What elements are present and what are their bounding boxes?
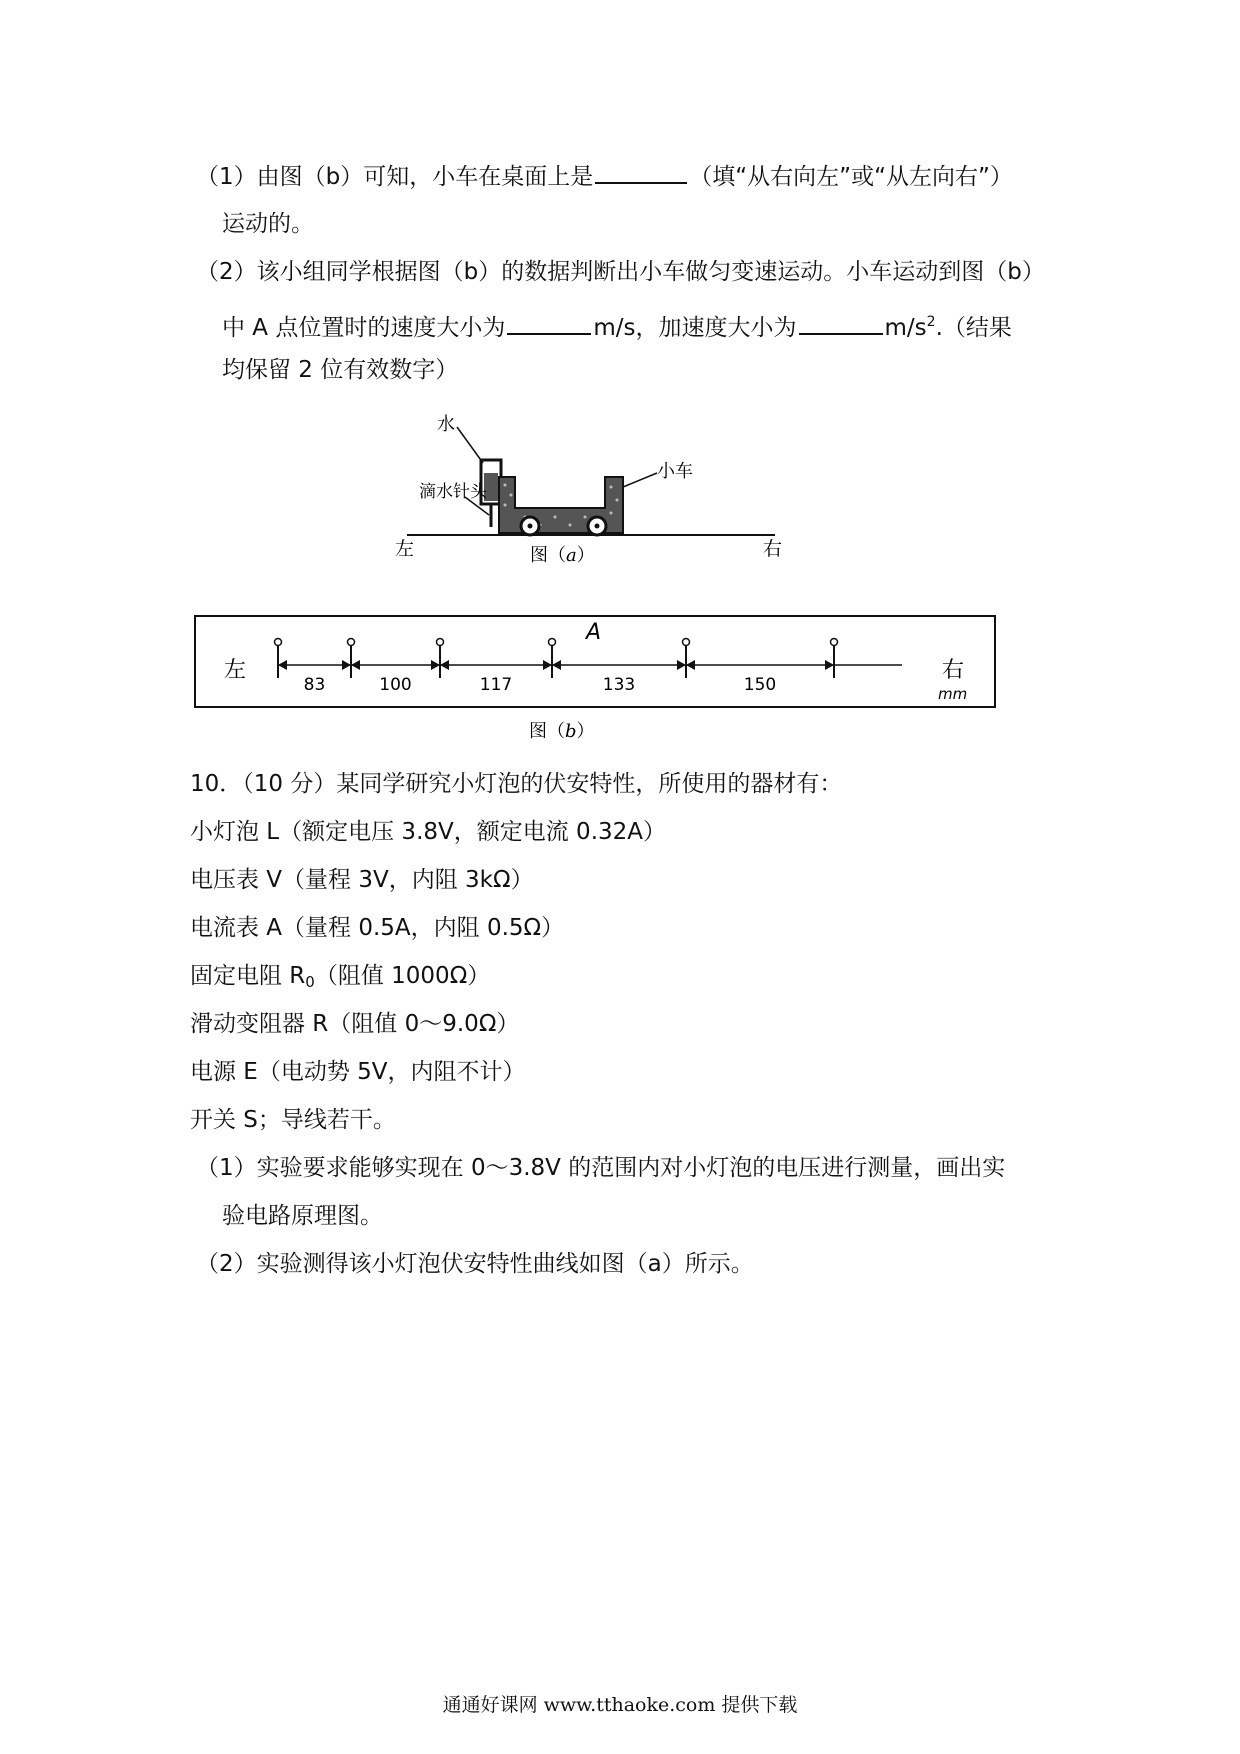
equipment-ammeter: 电流表 A（量程 0.5A，内阻 0.5Ω） (190, 915, 565, 941)
segment-length-3: 117 (479, 675, 513, 695)
fig-a-right-label: 右 (763, 538, 783, 560)
q9-part2-text2b: m/s，加速度大小为 (593, 315, 797, 341)
fig-b-left-label: 左 (224, 658, 247, 683)
figure-b (194, 610, 1004, 750)
fig-b-right-label: 右 (942, 658, 965, 683)
equipment-switch-wires: 开关 S；导线若干。 (190, 1107, 396, 1133)
q9-part1-hint: （填“从右向左”或“从左向右”） (689, 164, 1013, 190)
needle-label: 滴水针头 (419, 482, 487, 502)
q10-title: 10．（10 分）某同学研究小灯泡的伏安特性，所使用的器材有： (190, 771, 843, 797)
segment-length-1: 83 (303, 675, 326, 695)
equipment-source: 电源 E（电动势 5V，内阻不计） (190, 1059, 526, 1085)
q10-part1-line1: （1）实验要求能够实现在 0～3.8V 的范围内对小灯泡的电压进行测量，画出实 (196, 1155, 1006, 1181)
answer-blank-velocity[interactable] (507, 311, 591, 335)
q9-part2-num: （2） (196, 259, 257, 285)
q10-part1-line2: 验电路原理图。 (222, 1203, 383, 1229)
fig-b-caption: 图（b） (529, 721, 595, 742)
segment-length-5: 150 (743, 675, 777, 695)
page-footer: 通通好课网 www.tthaoke.com 提供下载 (442, 1694, 798, 1716)
equipment-rheostat: 滑动变阻器 R（阻值 0～9.0Ω） (190, 1011, 520, 1037)
fig-b-unit: mm (938, 685, 968, 703)
point-a-label: A (586, 620, 602, 645)
q10-part2-line1: （2）实验测得该小灯泡伏安特性曲线如图（a）所示。 (196, 1251, 754, 1277)
fig-a-caption: 图（a） (530, 545, 595, 566)
equipment-voltmeter: 电压表 V（量程 3V，内阻 3kΩ） (190, 867, 534, 893)
q9-part1-line1 (196, 160, 1013, 193)
q9-part2-line3: 均保留 2 位有效数字） (222, 357, 459, 383)
q9-part2-unit-exp: 2 (926, 314, 936, 330)
segment-length-4: 133 (602, 675, 636, 695)
q9-part1-text: 由图（b）可知，小车在桌面上是 (256, 164, 594, 190)
q9-part2-text2c: .（结果 (935, 315, 1012, 341)
equipment-bulb: 小灯泡 L（额定电压 3.8V，额定电流 0.32A） (190, 819, 667, 845)
q9-part2-text2a: 中 A 点位置时的速度大小为 (222, 315, 506, 341)
q9-part2-unit: m/s (884, 315, 927, 341)
cart-label: 小车 (657, 461, 693, 482)
q9-part2-text1: 该小组同学根据图（b）的数据判断出小车做匀变速运动。小车运动到图（b） (256, 259, 1045, 285)
figure-a (395, 405, 795, 570)
q9-part1-line2: 运动的。 (222, 211, 314, 237)
q9-part2-line2 (222, 306, 1012, 344)
water-label: 水 (437, 414, 455, 435)
segment-length-2: 100 (379, 675, 412, 695)
q9-part1-num: （1） (196, 164, 257, 190)
fig-a-left-label: 左 (395, 538, 415, 560)
answer-blank-acceleration[interactable] (799, 311, 883, 335)
answer-blank-direction[interactable] (595, 160, 687, 184)
equipment-fixed-resistor: 固定电阻 $R_0$（阻值 1000Ω） (190, 963, 491, 991)
q9-part2-line1 (196, 256, 1045, 288)
